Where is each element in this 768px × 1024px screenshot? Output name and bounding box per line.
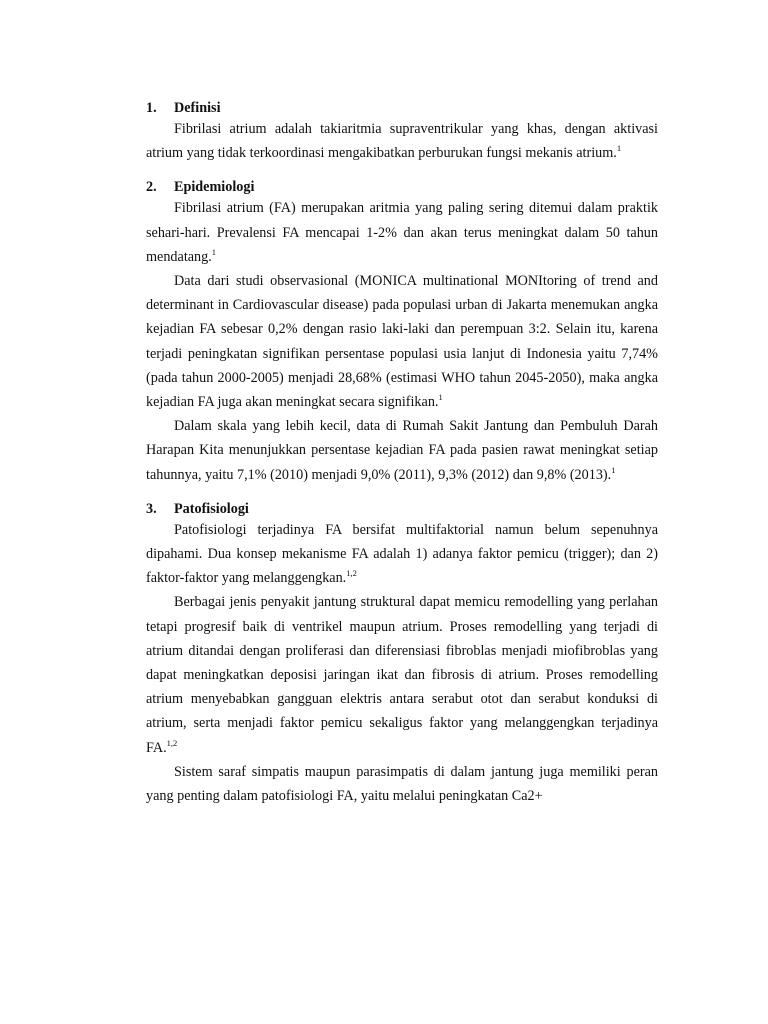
citation-ref: 1 [438, 392, 443, 403]
document-page [146, 100, 658, 808]
section-title: Patofisiologi [174, 500, 249, 517]
citation-ref: 1 [616, 143, 622, 154]
paragraph [146, 760, 658, 808]
citation-ref: 1,2 [166, 737, 178, 748]
paragraph-text: Sistem saraf simpatis maupun parasimpatis di dalam jantung juga memiliki peran yang penting dalam patofisiologi FA, yaitu melalui peningkatan Ca2+ [146, 763, 658, 805]
section-definisi [146, 100, 658, 165]
section-title: Epidemiologi [174, 179, 255, 196]
citation-ref: 1 [211, 246, 217, 257]
paragraph-text: Fibrilasi atrium adalah takiaritmia supraventrikular yang khas, dengan aktivasi atrium yang tidak terkoordinasi mengakibatkan perburukan fungsi mekanis atrium. [146, 121, 658, 162]
paragraph-text: Data dari studi observasional (MONICA multinational MONItoring of trend and determinant in Cardiovascular disease) pada populasi urban di Jakarta menemukan angka kejadian FA sebesar 0,2% dengan rasio laki-laki dan perempuan 3:2. Selain itu, karena terjadi peningkatan signifikan persentase populasi usia lanjut di Indonesia yaitu 7,74% (pada tahun 2000-2005) menjadi 28,68% (estimasi WHO tahun 2045-2050), maka angka kejadian FA juga akan meningkat secara signifikan. [146, 273, 658, 411]
section-number: 2. [146, 179, 157, 196]
section-number: 3. [146, 500, 157, 517]
paragraph [146, 414, 658, 487]
section-title: Definisi [174, 100, 221, 116]
section-patofisiologi [146, 501, 658, 808]
paragraph-text: Dalam skala yang lebih kecil, data di Rumah Sakit Jantung dan Pembuluh Darah Harapan Kita menunjukkan persentase kejadian FA pada pasien rawat meningkat setiap tahunnya, yaitu 7,1% (2010) menjadi 9,0% (2011), 9,3% (2012) dan 9,8% (2013). [146, 418, 658, 483]
section-heading [146, 179, 658, 196]
paragraph-text: Berbagai jenis penyakit jantung struktural dapat memicu remodelling yang perlahan tetapi progresif baik di ventrikel maupun atrium. Proses remodelling yang terjadi di atrium ditandai dengan proliferasi dan diferensiasi fibroblas menjadi miofibroblas yang dapat meningkatkan deposisi jaringan ikat dan fibrosis di atrium. Proses remodelling atrium menyebabkan gangguan elektris antara serabut otot dan serabut konduksi di atrium, serta menjadi faktor pemicu sekaligus faktor yang melanggengkan terjadinya FA. [146, 594, 658, 756]
paragraph [146, 117, 658, 165]
section-number: 1. [146, 100, 157, 116]
citation-ref: 1,2 [346, 568, 357, 579]
paragraph [146, 590, 658, 759]
paragraph-text: Patofisiologi terjadinya FA bersifat multifaktorial namun belum sepenuhnya dipahami. Dua konsep mekanisme FA adalah 1) adanya faktor pemicu (trigger); dan 2) faktor-faktor yang melanggengkan. [146, 521, 658, 587]
paragraph [146, 518, 658, 591]
paragraph [146, 269, 658, 414]
paragraph [146, 196, 658, 269]
section-heading [146, 501, 658, 518]
citation-ref: 1 [611, 464, 616, 475]
section-epidemiologi [146, 179, 658, 486]
paragraph-text: Fibrilasi atrium (FA) merupakan aritmia yang paling sering ditemui dalam praktik sehari-hari. Prevalensi FA mencapai 1-2% dan akan terus meningkat dalam 50 tahun mendatang. [146, 200, 658, 265]
section-heading [146, 100, 658, 117]
